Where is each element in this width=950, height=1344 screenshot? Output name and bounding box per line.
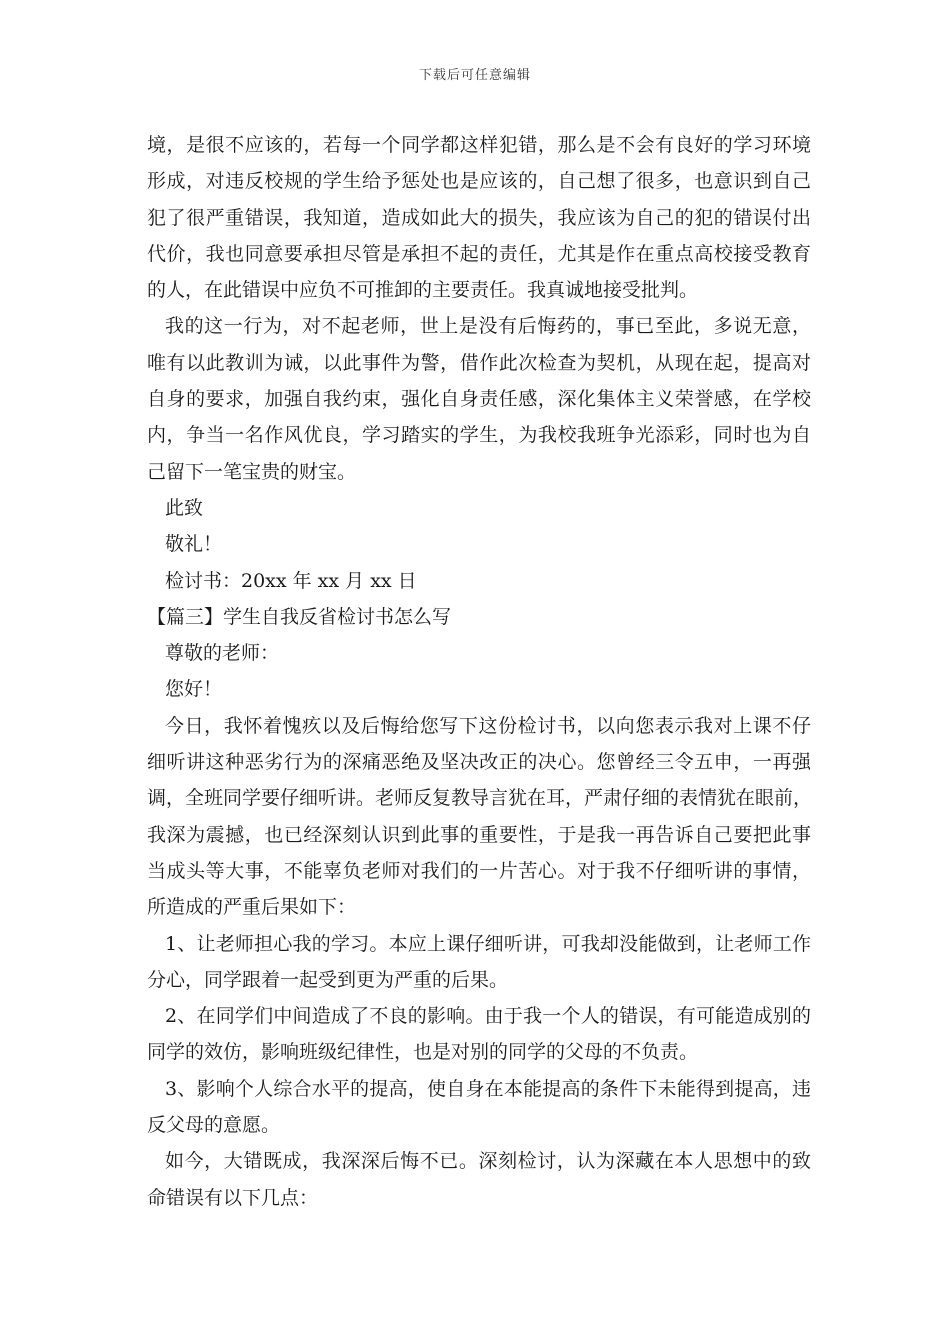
salutation-line: 尊敬的老师：: [165, 642, 280, 665]
body-line: 调，全班同学要仔细听讲。老师反复教导言犹在耳，严肃仔细的表情犹在眼前，: [147, 787, 813, 810]
body-line: 今日，我怀着愧疚以及后悔给您写下这份检讨书，以向您表示我对上课不仔: [165, 714, 811, 737]
list-item-line: 2、在同学们中间造成了不良的影响。由于我一个人的错误，有可能造成别的: [165, 1005, 811, 1028]
body-line: 当成头等大事，不能辜负老师对我们的一片苦心。对于我不仔细听讲的事情，: [147, 859, 811, 882]
closing-line: 敬礼！: [165, 533, 223, 556]
list-item-line: 反父母的意愿。: [147, 1114, 281, 1137]
body-line: 细听讲这种恶劣行为的深痛恶绝及坚决改正的决心。您曾经三令五申，一再强: [147, 751, 811, 774]
body-line: 内，争当一名作风优良，学习踏实的学生，为我校我班争光添彩，同时也为自: [147, 424, 811, 447]
body-line: 形成，对违反校规的学生给予惩处也是应该的，自己想了很多，也意识到自己: [147, 170, 811, 193]
section-heading: 【篇三】学生自我反省检讨书怎么写: [147, 605, 452, 628]
body-line: 的人，在此错误中应负不可推卸的主要责任。我真诚地接受批判。: [147, 279, 699, 302]
body-line: 代价，我也同意要承担尽管是承担不起的责任，尤其是作在重点高校接受教育: [147, 242, 811, 265]
list-item-line: 3、影响个人综合水平的提高，使自身在本能提高的条件下未能得到提高，违: [165, 1077, 811, 1100]
list-item-line: 同学的效仿，影响班级纪律性，也是对别的同学的父母的不负责。: [147, 1041, 699, 1064]
closing-line: 此致: [165, 496, 204, 519]
list-item-line: 分心，同学跟着一起受到更为严重的后果。: [147, 968, 509, 991]
body-line: 我的这一行为，对不起老师，世上是没有后悔药的，事已至此，多说无意，: [165, 315, 811, 338]
document-body: [147, 127, 811, 1216]
body-line: 唯有以此教训为诫，以此事件为警，借作此次检查为契机，从现在起，提高对: [147, 351, 811, 374]
list-item-line: 1、让老师担心我的学习。本应上课仔细听讲，可我却没能做到，让老师工作: [165, 932, 811, 955]
signature-date-line: 检讨书：20xx 年 xx 月 xx 日: [165, 569, 417, 592]
greeting-line: 您好！: [165, 678, 223, 701]
body-line: 命错误有以下几点：: [147, 1186, 319, 1209]
body-line: 犯了很严重错误，我知道，造成如此大的损失，我应该为自己的犯的错误付出: [147, 206, 811, 229]
body-line: 如今，大错既成，我深深后悔不已。深刻检讨，认为深藏在本人思想中的致: [165, 1150, 811, 1173]
body-line: 自身的要求，加强自我约束，强化自身责任感，深化集体主义荣誉感，在学校: [147, 388, 811, 411]
body-line: 所造成的严重后果如下：: [147, 896, 357, 919]
body-line: 己留下一笔宝贵的财宝。: [147, 460, 357, 483]
body-line: 境，是很不应该的，若每一个同学都这样犯错，那么是不会有良好的学习环境: [147, 134, 811, 156]
page-header-note: 下载后可任意编辑: [418, 68, 531, 83]
body-line: 我深为震撼，也已经深刻认识到此事的重要性，于是我一再告诉自己要把此事: [147, 823, 811, 846]
